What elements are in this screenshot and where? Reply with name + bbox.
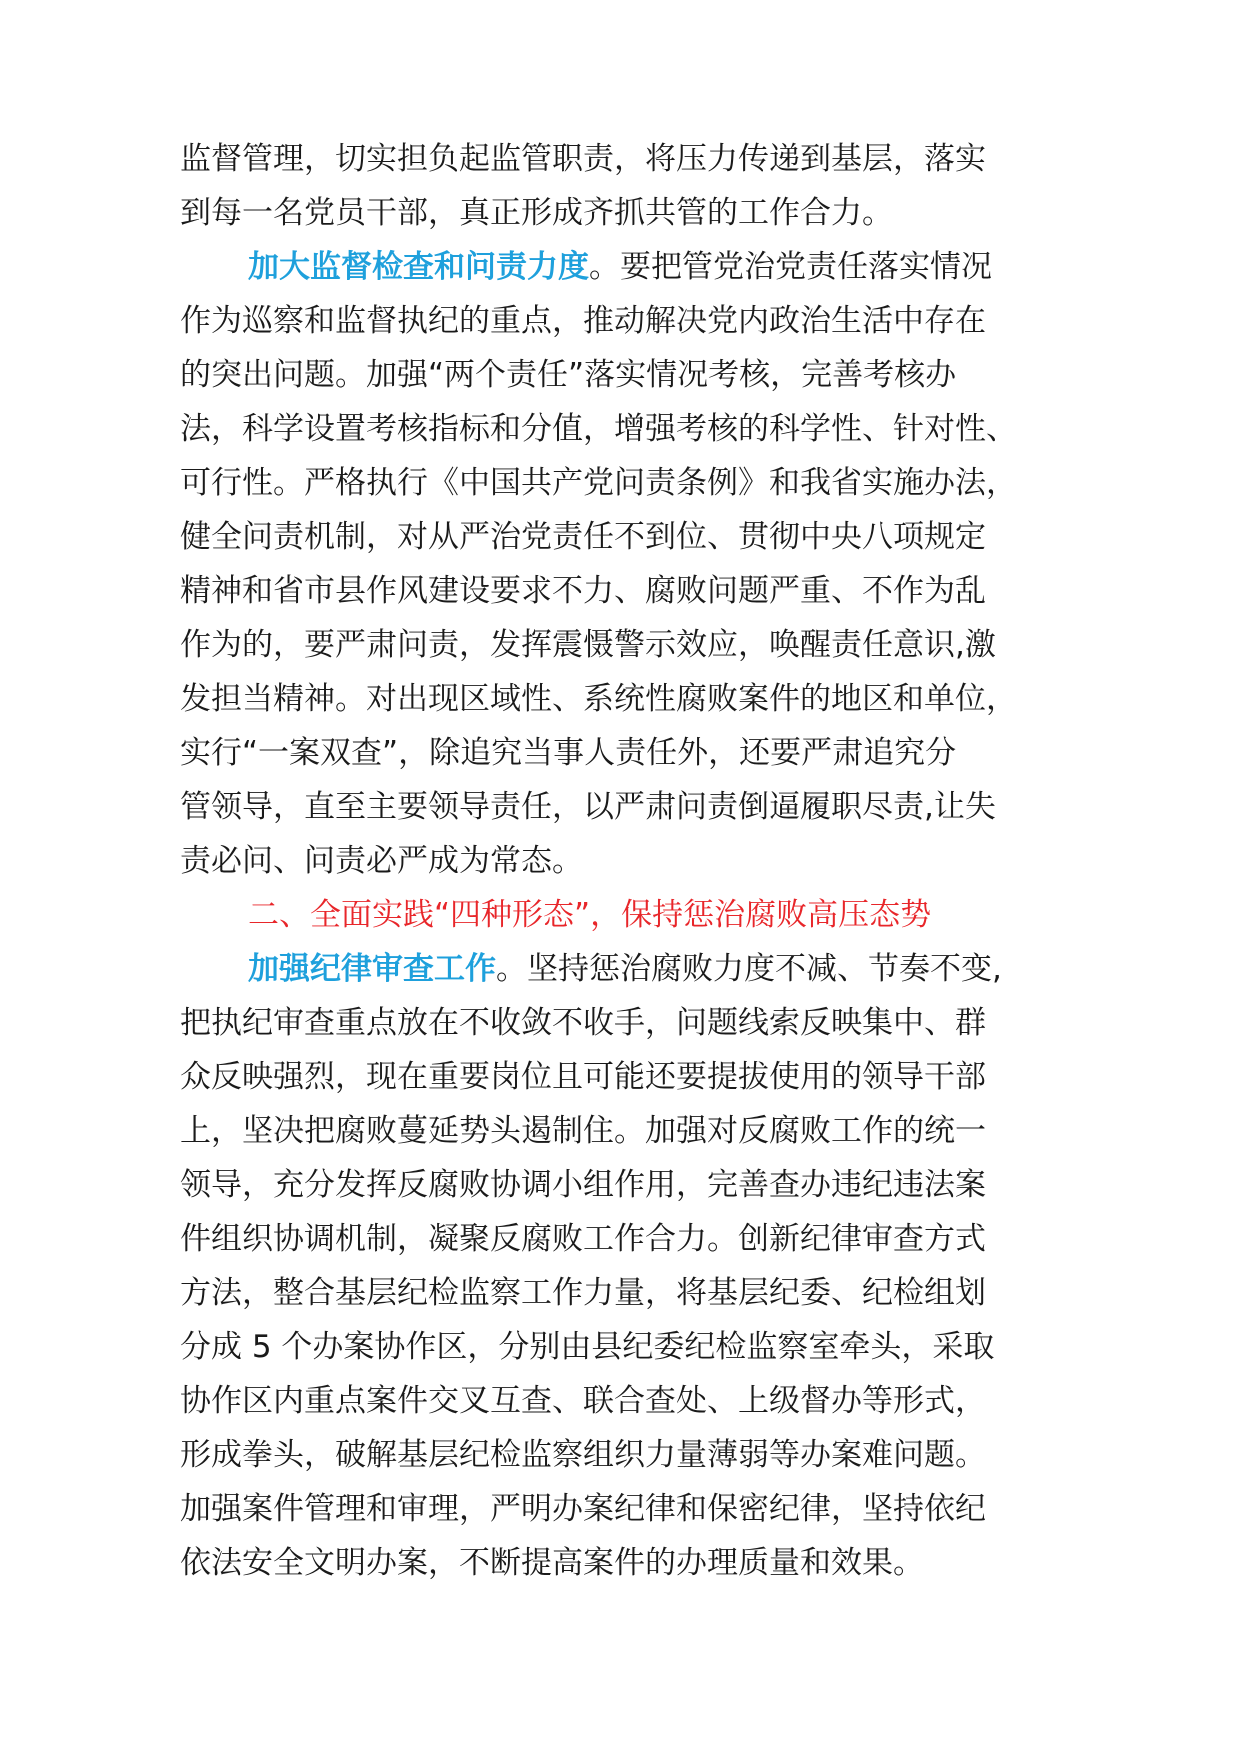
text-line: 件组织协调机制，凝聚反腐败工作合力。创新纪律审查方式 bbox=[180, 1221, 986, 1257]
text-line: 分成 5 个办案协作区，分别由县纪委纪检监察室牵头，采取 bbox=[180, 1329, 995, 1365]
text-line: 领导，充分发挥反腐败协调小组作用，完善查办违纪违法案 bbox=[180, 1167, 986, 1203]
section-title: 二、全面实践“四种形态”，保持惩治腐败高压态势 bbox=[248, 897, 932, 933]
text-line: 协作区内重点案件交叉互查、联合查处、上级督办等形式， bbox=[180, 1383, 986, 1419]
text-line: 方法，整合基层纪检监察工作力量，将基层纪委、纪检组划 bbox=[180, 1275, 986, 1311]
subheading-discipline-review: 加强纪律审查工作 bbox=[248, 951, 496, 987]
text-line: 健全问责机制，对从严治党责任不到位、贯彻中央八项规定 bbox=[180, 519, 986, 555]
text-line: 实行“一案双查”，除追究当事人责任外，还要严肃追究分 bbox=[180, 735, 957, 771]
text-line: 依法安全文明办案，不断提高案件的办理质量和效果。 bbox=[180, 1545, 924, 1581]
paragraph-first-line bbox=[180, 942, 1090, 996]
text-line: 作为的，要严肃问责，发挥震慑警示效应，唤醒责任意识,激 bbox=[180, 627, 996, 663]
text-line: 作为巡察和监督执纪的重点，推动解决党内政治生活中存在 bbox=[180, 303, 986, 339]
text-line: 到每一名党员干部，真正形成齐抓共管的工作合力。 bbox=[180, 195, 893, 231]
text-span: 。要把管党治党责任落实情况 bbox=[589, 249, 992, 285]
text-line: 管领导，直至主要领导责任，以严肃问责倒逼履职尽责,让失 bbox=[180, 789, 996, 825]
text-line: 加强案件管理和审理，严明办案纪律和保密纪律，坚持依纪 bbox=[180, 1491, 986, 1527]
text-line: 的突出问题。加强“两个责任”落实情况考核，完善考核办 bbox=[180, 357, 957, 393]
text-line: 上，坚决把腐败蔓延势头遏制住。加强对反腐败工作的统一 bbox=[180, 1113, 986, 1149]
text-line: 发担当精神。对出现区域性、系统性腐败案件的地区和单位， bbox=[180, 681, 1017, 717]
text-span: 。坚持惩治腐败力度不减、节奏不变, bbox=[496, 951, 1002, 987]
text-line: 可行性。严格执行《中国共产党问责条例》和我省实施办法， bbox=[180, 465, 1017, 501]
text-line: 责必问、问责必严成为常态。 bbox=[180, 843, 583, 879]
text-line: 法，科学设置考核指标和分值，增强考核的科学性、针对性、 bbox=[180, 411, 1017, 447]
text-line: 把执纪审查重点放在不收敛不收手，问题线索反映集中、群 bbox=[180, 1005, 986, 1041]
paragraph-first-line bbox=[180, 240, 1090, 294]
document-page bbox=[180, 132, 1090, 1590]
text-line: 监督管理，切实担负起监管职责，将压力传递到基层，落实 bbox=[180, 141, 986, 177]
text-line: 形成拳头，破解基层纪检监察组织力量薄弱等办案难问题。 bbox=[180, 1437, 986, 1473]
text-line: 精神和省市县作风建设要求不力、腐败问题严重、不作为乱 bbox=[180, 573, 986, 609]
subheading-supervision: 加大监督检查和问责力度 bbox=[248, 249, 589, 285]
text-line: 众反映强烈，现在重要岗位且可能还要提拔使用的领导干部 bbox=[180, 1059, 986, 1095]
